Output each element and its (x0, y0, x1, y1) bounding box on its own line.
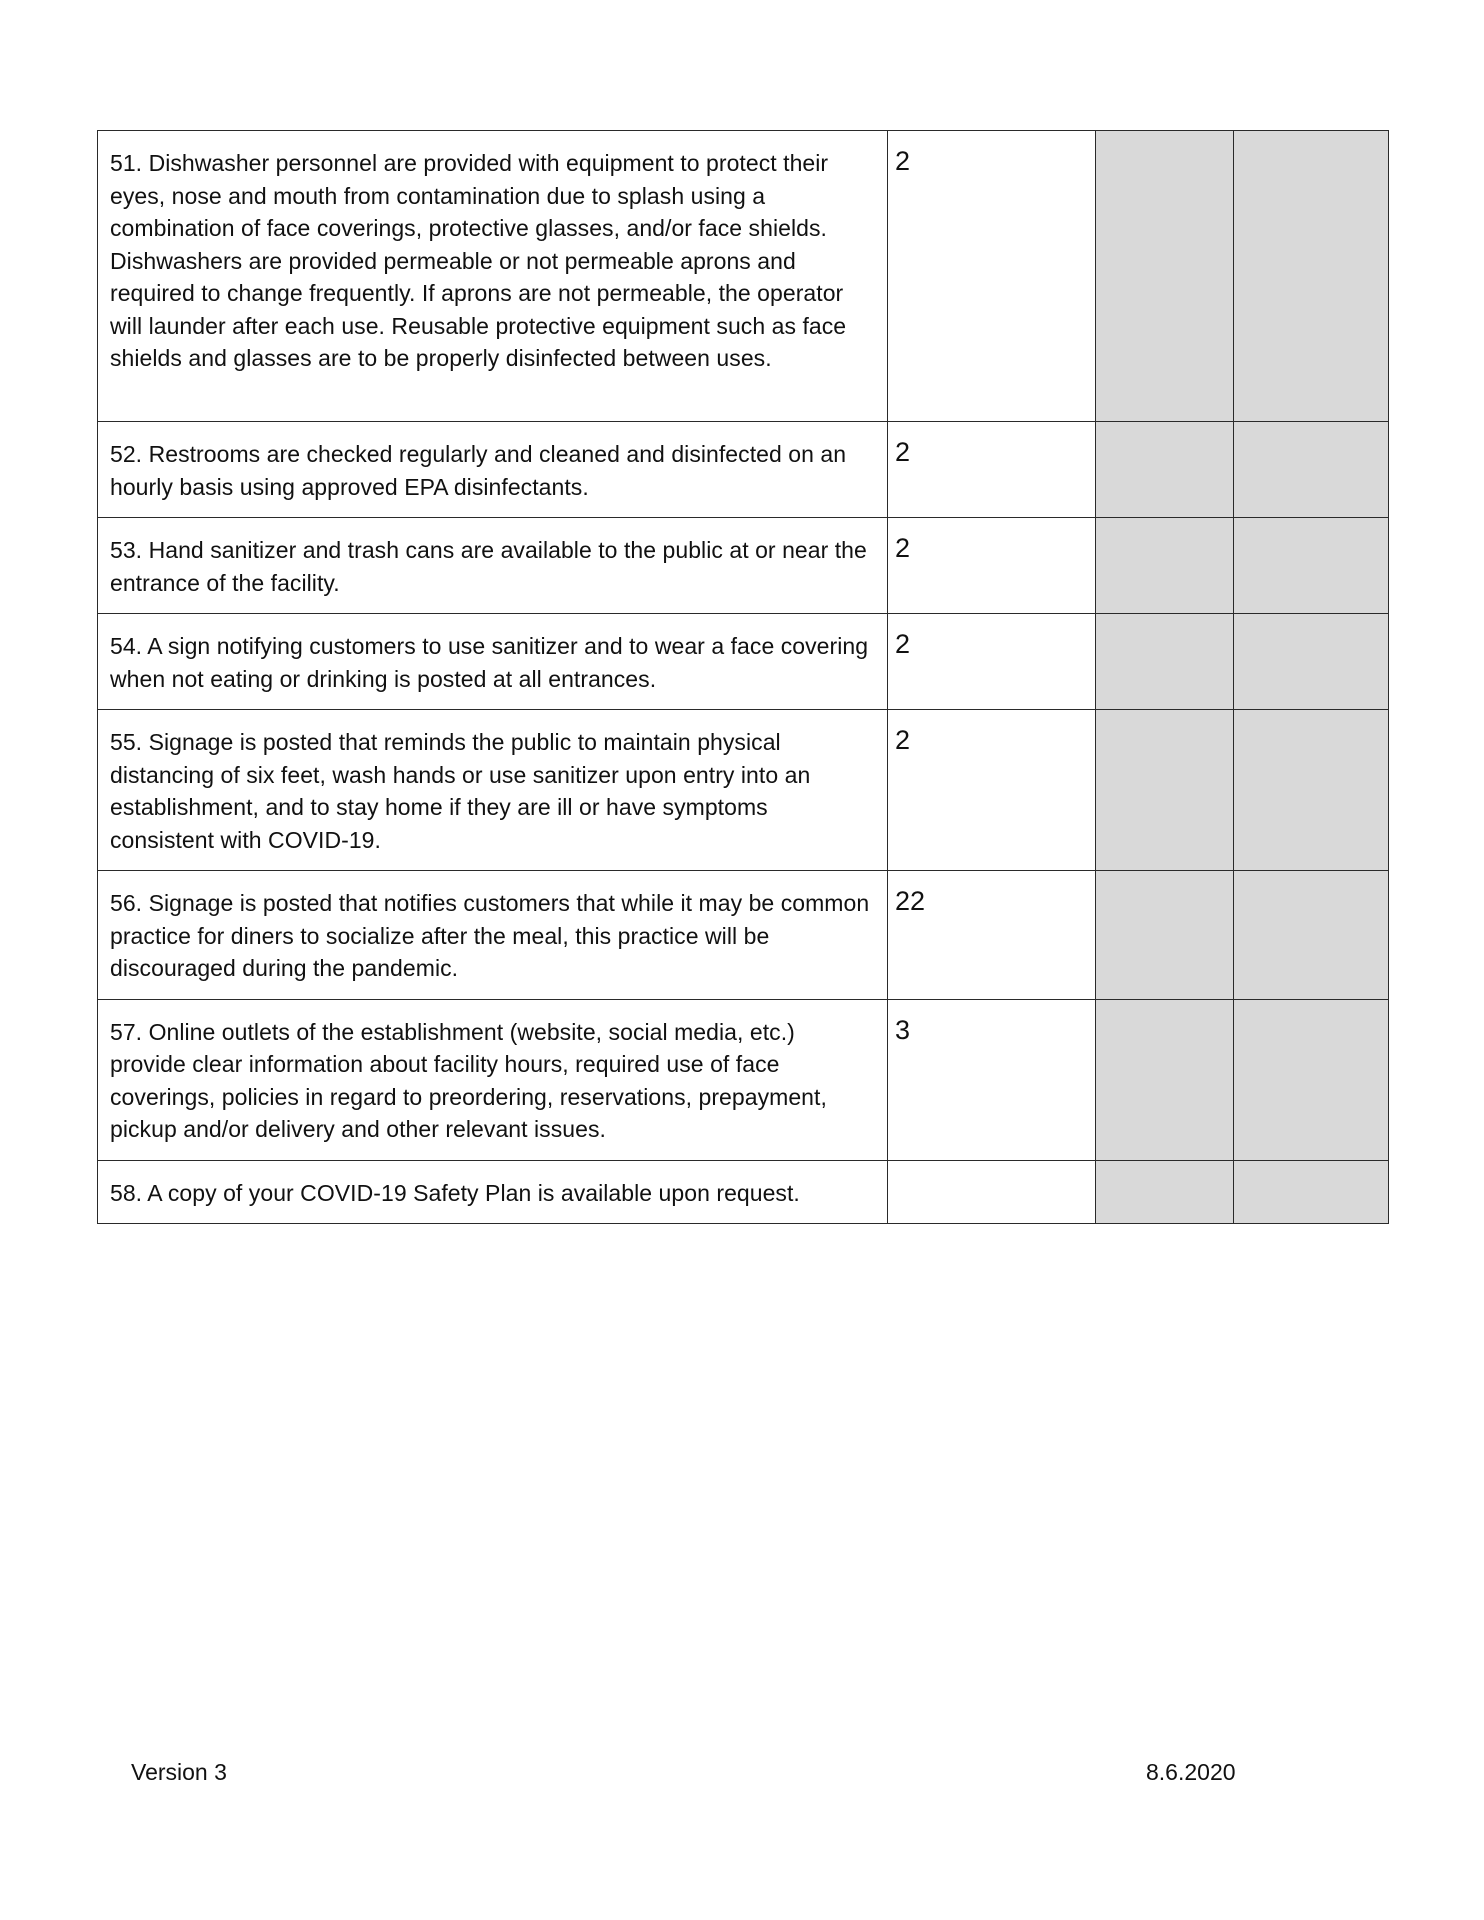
score-cell[interactable] (888, 422, 1096, 518)
item-text: 55. Signage is posted that reminds the public to maintain physical distancing of six feet, wash hands or use sanitizer upon entry into an establishment, and to stay home if they are ill or have symptoms consistent with COVID-19. (110, 729, 811, 853)
score-cell[interactable] (888, 871, 1096, 1000)
item-cell (98, 518, 888, 614)
shaded-cell (1096, 131, 1234, 422)
shaded-cell (1234, 614, 1389, 710)
item-cell (98, 999, 888, 1160)
safety-checklist-table (97, 130, 1389, 1224)
score-value: 2 (895, 725, 911, 755)
footer-date: 8.6.2020 (1146, 1759, 1236, 1785)
score-value: 2 (895, 146, 911, 176)
shaded-cell (1234, 1160, 1389, 1224)
table-row (98, 614, 1389, 710)
score-cell[interactable] (888, 518, 1096, 614)
item-text: 57. Online outlets of the establishment (website, social media, etc.) provide clear information about facility hours, required use of face coverings, policies in regard to preordering, reservations, prepayment, pickup and/or delivery and other relevant issues. (110, 1018, 827, 1142)
score-cell[interactable] (888, 1160, 1096, 1224)
shaded-cell (1234, 710, 1389, 871)
table-row (98, 422, 1389, 518)
shaded-cell (1234, 131, 1389, 422)
score-cell[interactable] (888, 999, 1096, 1160)
item-cell (98, 422, 888, 518)
score-cell[interactable] (888, 614, 1096, 710)
table-row (98, 871, 1389, 1000)
table-row (98, 999, 1389, 1160)
item-text: 51. Dishwasher personnel are provided with equipment to protect their eyes, nose and mouth from contamination due to splash using a combination of face coverings, protective glasses, and/or face shields. Dishwashers are provided permeable or not permeable aprons and required to change frequently. If aprons are not permeable, the operator will launder after each use. Reusable protective equipment such as face shields and glasses are to be properly disinfected between uses. (110, 150, 847, 371)
shaded-cell (1096, 871, 1234, 1000)
score-cell[interactable] (888, 710, 1096, 871)
shaded-cell (1096, 1160, 1234, 1224)
item-cell (98, 131, 888, 422)
score-value (888, 1161, 1095, 1175)
shaded-cell (1234, 999, 1389, 1160)
table-row (98, 1160, 1389, 1224)
score-cell[interactable] (888, 131, 1096, 422)
item-text: 56. Signage is posted that notifies customers that while it may be common practice for diners to socialize after the meal, this practice will be discouraged during the pandemic. (110, 890, 870, 981)
item-text: 52. Restrooms are checked regularly and cleaned and disinfected on an hourly basis using approved EPA disinfectants. (110, 441, 847, 500)
item-text: 53. Hand sanitizer and trash cans are available to the public at or near the entrance of the facility. (110, 537, 867, 596)
shaded-cell (1096, 710, 1234, 871)
shaded-cell (1234, 871, 1389, 1000)
shaded-cell (1096, 999, 1234, 1160)
item-cell (98, 871, 888, 1000)
shaded-cell (1096, 614, 1234, 710)
item-cell (98, 710, 888, 871)
item-cell (98, 1160, 888, 1224)
item-text: 54. A sign notifying customers to use sanitizer and to wear a face covering when not eating or drinking is posted at all entrances. (110, 633, 869, 692)
table-row (98, 710, 1389, 871)
footer-version: Version 3 (131, 1759, 227, 1785)
shaded-cell (1234, 422, 1389, 518)
score-value: 22 (895, 886, 926, 916)
shaded-cell (1096, 422, 1234, 518)
score-value: 3 (895, 1014, 911, 1045)
shaded-cell (1234, 518, 1389, 614)
table-row (98, 131, 1389, 422)
score-value: 2 (895, 533, 911, 563)
shaded-cell (1096, 518, 1234, 614)
table-row (98, 518, 1389, 614)
score-value: 2 (895, 437, 911, 467)
score-value: 2 (895, 629, 911, 659)
item-cell (98, 614, 888, 710)
item-text: 58. A copy of your COVID-19 Safety Plan is available upon request. (110, 1179, 800, 1206)
